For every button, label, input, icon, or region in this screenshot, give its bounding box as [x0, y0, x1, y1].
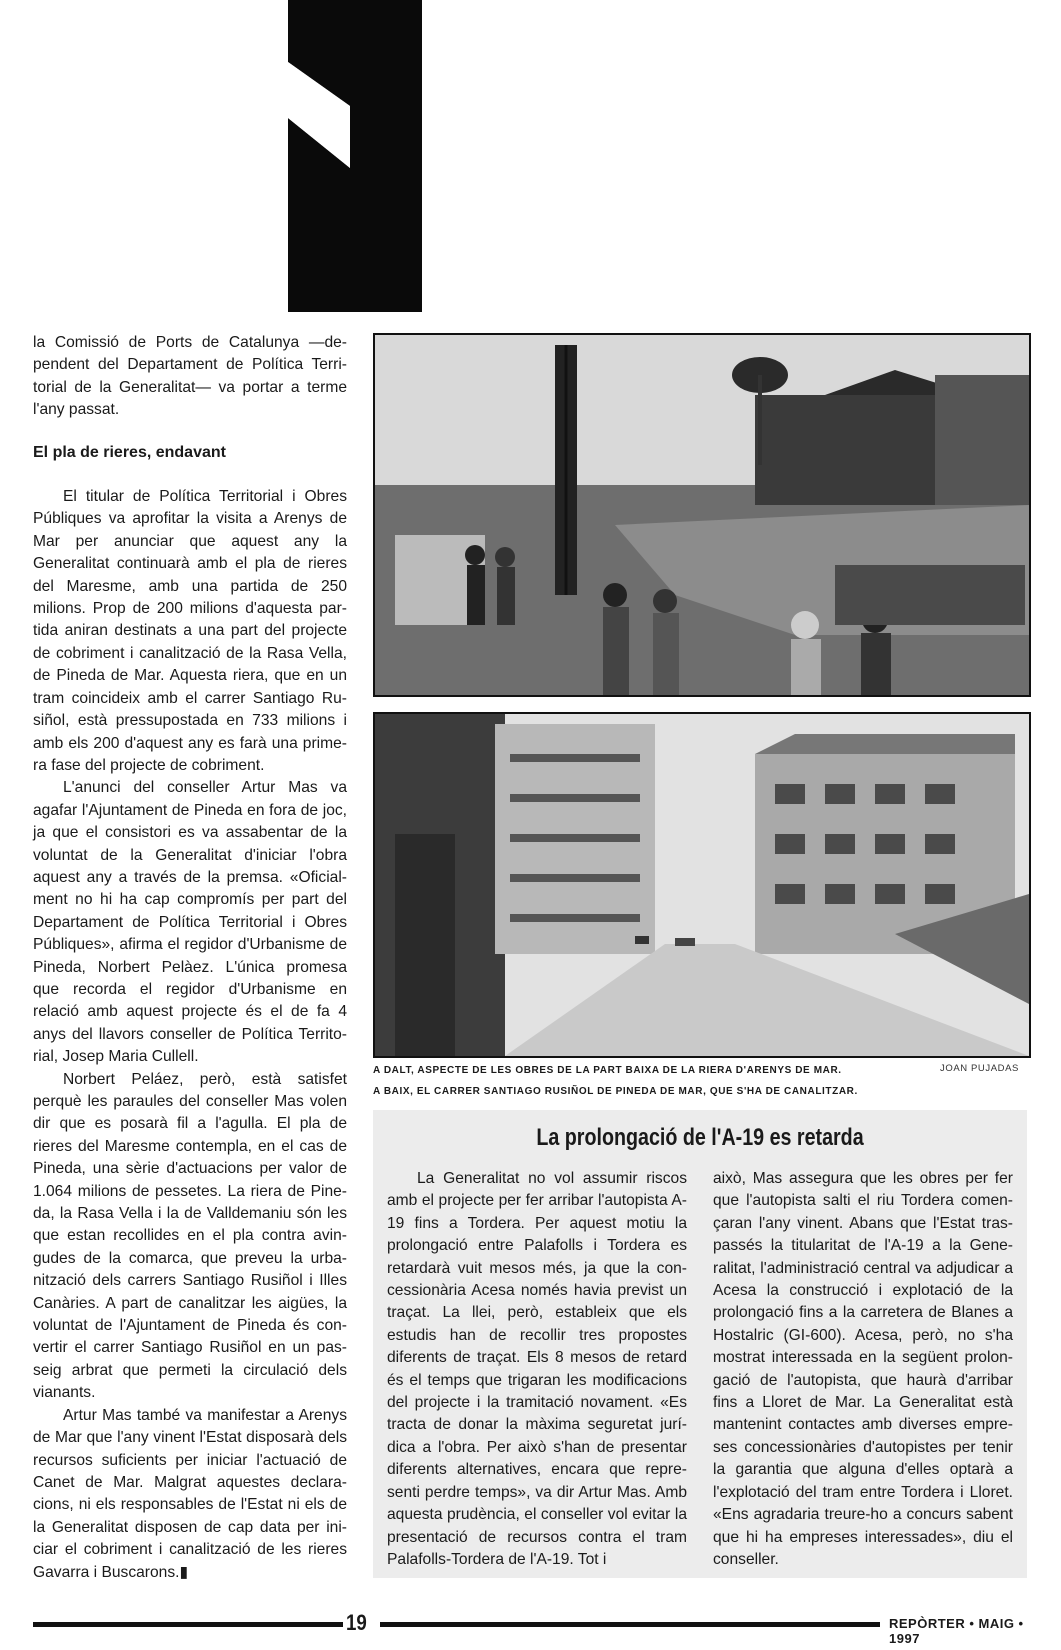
section-heading: El pla de rieres, endavant: [33, 443, 226, 461]
photo-caption-top: A DALT, ASPECTE DE LES OBRES DE LA PART BAIXA DE LA RIERA D'ARENYS DE MAR.: [373, 1065, 842, 1076]
footer-rule: [380, 1622, 880, 1627]
left-article-column: [33, 332, 347, 1584]
paragraph: Norbert Peláez, però, està satisfet perquè les paraules del conseller Mas volen dir que es posarà fil a l'agulla. El pla de rieres del Maresme contempla, en el cas de Pineda, una sèrie d'actuacions per valor de 1.064 milions de pessetes. La riera de Pineda, la Rasa Vella i la de Valldemaniu són les que estan recollides en el pla contra avingudes de la comarca, que preveu la urbanització dels carrers Santiago Rusiñol i Illes Canàries. A part de canalitzar les aigües, la voluntat de l'Ajuntament de Pineda és convertir el carrer Santiago Rusiñol en un passeig arbrat que permeti la circulació dels vianants.: [33, 1070, 347, 1402]
sidebar-title: La prolongació de l'A-19 es retarda: [536, 1124, 864, 1151]
photo-caption-bottom: A BAIX, EL CARRER SANTIAGO RUSIÑOL DE PINEDA DE MAR, QUE S'HA DE CANALITZAR.: [373, 1086, 858, 1097]
photo-santiago-rusinol-street: [373, 712, 1031, 1058]
paragraph: Artur Mas també va manifestar a Arenys de Mar que l'any vinent l'Estat disposarà dels recursos suficients per iniciar l'actuació de Canet de Mar. Malgrat aquestes declaracions, ni els responsables de l'Estat ni els de la Generalitat disposen de cap data per iniciar el cobriment i canalització de les rieres Gavarra i Buscarons.▮: [33, 1406, 347, 1581]
page-number: 19: [346, 1610, 367, 1635]
sidebar-box: [373, 1110, 1027, 1578]
sidebar-column-2: [713, 1168, 1013, 1571]
magazine-footer-label: REPÒRTER • MAIG • 1997: [889, 1616, 1024, 1646]
paragraph: El titular de Política Territorial i Obres Públiques va aprofitar la visita a Arenys de Mar per anunciar que aquest any la Generalitat continuarà amb el pla de rieres del Maresme, amb una partida de 250 milions. Prop de 200 milions d'aquesta partida aniran destinats a una part del projecte de cobriment i canalització de la Rasa Vella, de Pineda de Mar. Aquesta riera, que en un tram coincideix amb el carrer Santiago Rusiñol, està pressupostada en 733 milions i amb els 200 d'aquest any es farà una primera fase del projecte de cobriment.: [33, 488, 347, 774]
footer-rule: [33, 1622, 343, 1627]
page-footer: [33, 1610, 1027, 1646]
section-mark-graphic: [288, 0, 422, 312]
paragraph: La Generalitat no vol assumir riscos amb el projecte per fer arribar l'autopista A-19 fins a Tordera. Per aquest motiu la prolongació entre Palafolls i Tordera es retardarà vuit mesos més, ja que la concessionària Acesa només havia previst un traçat. La llei, però, estableix que els estudis han de recollir tres propostes diferents de traçat. Els 8 mesos de retard és el temps que trigaran les modificacions del projecte i la tramitació novament. «Es tracta de donar la màxima seguretat jurídica a l'obra. Per això s'han de presentar diferents alternatives, encara que representi perdre temps», va dir Artur Mas. Amb aquesta prudència, el conseller vol evitar la presentació de recursos contra el tram Palafolls-Tordera de l'A-19. Tot i: [387, 1170, 687, 1568]
paragraph-continuation: la Comissió de Ports de Catalunya —dependent del Departament de Política Territorial de la Generalitat— va portar a terme l'any passat.: [33, 334, 347, 419]
sidebar-column-1: [387, 1168, 687, 1571]
photo-riera-works: [373, 333, 1031, 697]
paragraph: L'anunci del conseller Artur Mas va agafar l'Ajuntament de Pineda en fora de joc, ja que el consistori es va assabentar de la voluntat de la Generalitat d'iniciar l'obra aquest any a través de la premsa. «Oficialment no hi ha cap compromís per part del Departament de Política Territorial i Obres Públiques», afirma el regidor d'Urbanisme de Pineda, Norbert Pelàez. L'única promesa que recorda el regidor d'Urbanisme en relació amb aquest projecte és el de fa 4 anys del llavors conseller de Política Territorial, Josep Maria Cullell.: [33, 779, 347, 1066]
photo-credit: JOAN PUJADAS: [940, 1063, 1019, 1074]
paragraph: això, Mas assegura que les obres per fer que l'autopista salti el riu Tordera començaran l'any vinent. Abans que l'Estat traspassés la titularitat de l'A-19 a la Generalitat, l'administració central va adjudicar a Acesa la construcció i explotació de la prolongació fins a la carretera de Blanes a Hostalric (GI-600). Acesa, però, no s'ha mostrat interessada en la següent prolongació de l'autopista, que haurà d'arribar fins a Lloret de Mar. La Generalitat està mantenint contactes amb diverses empreses concessionàries d'autopistes per tenir la garantia que alguna d'elles optarà a l'explotació del tram entre Tordera i Lloret. «Ens agradaria treure-ho a concurs sabent que hi ha empreses interessades», diu el conseller.: [713, 1170, 1013, 1568]
